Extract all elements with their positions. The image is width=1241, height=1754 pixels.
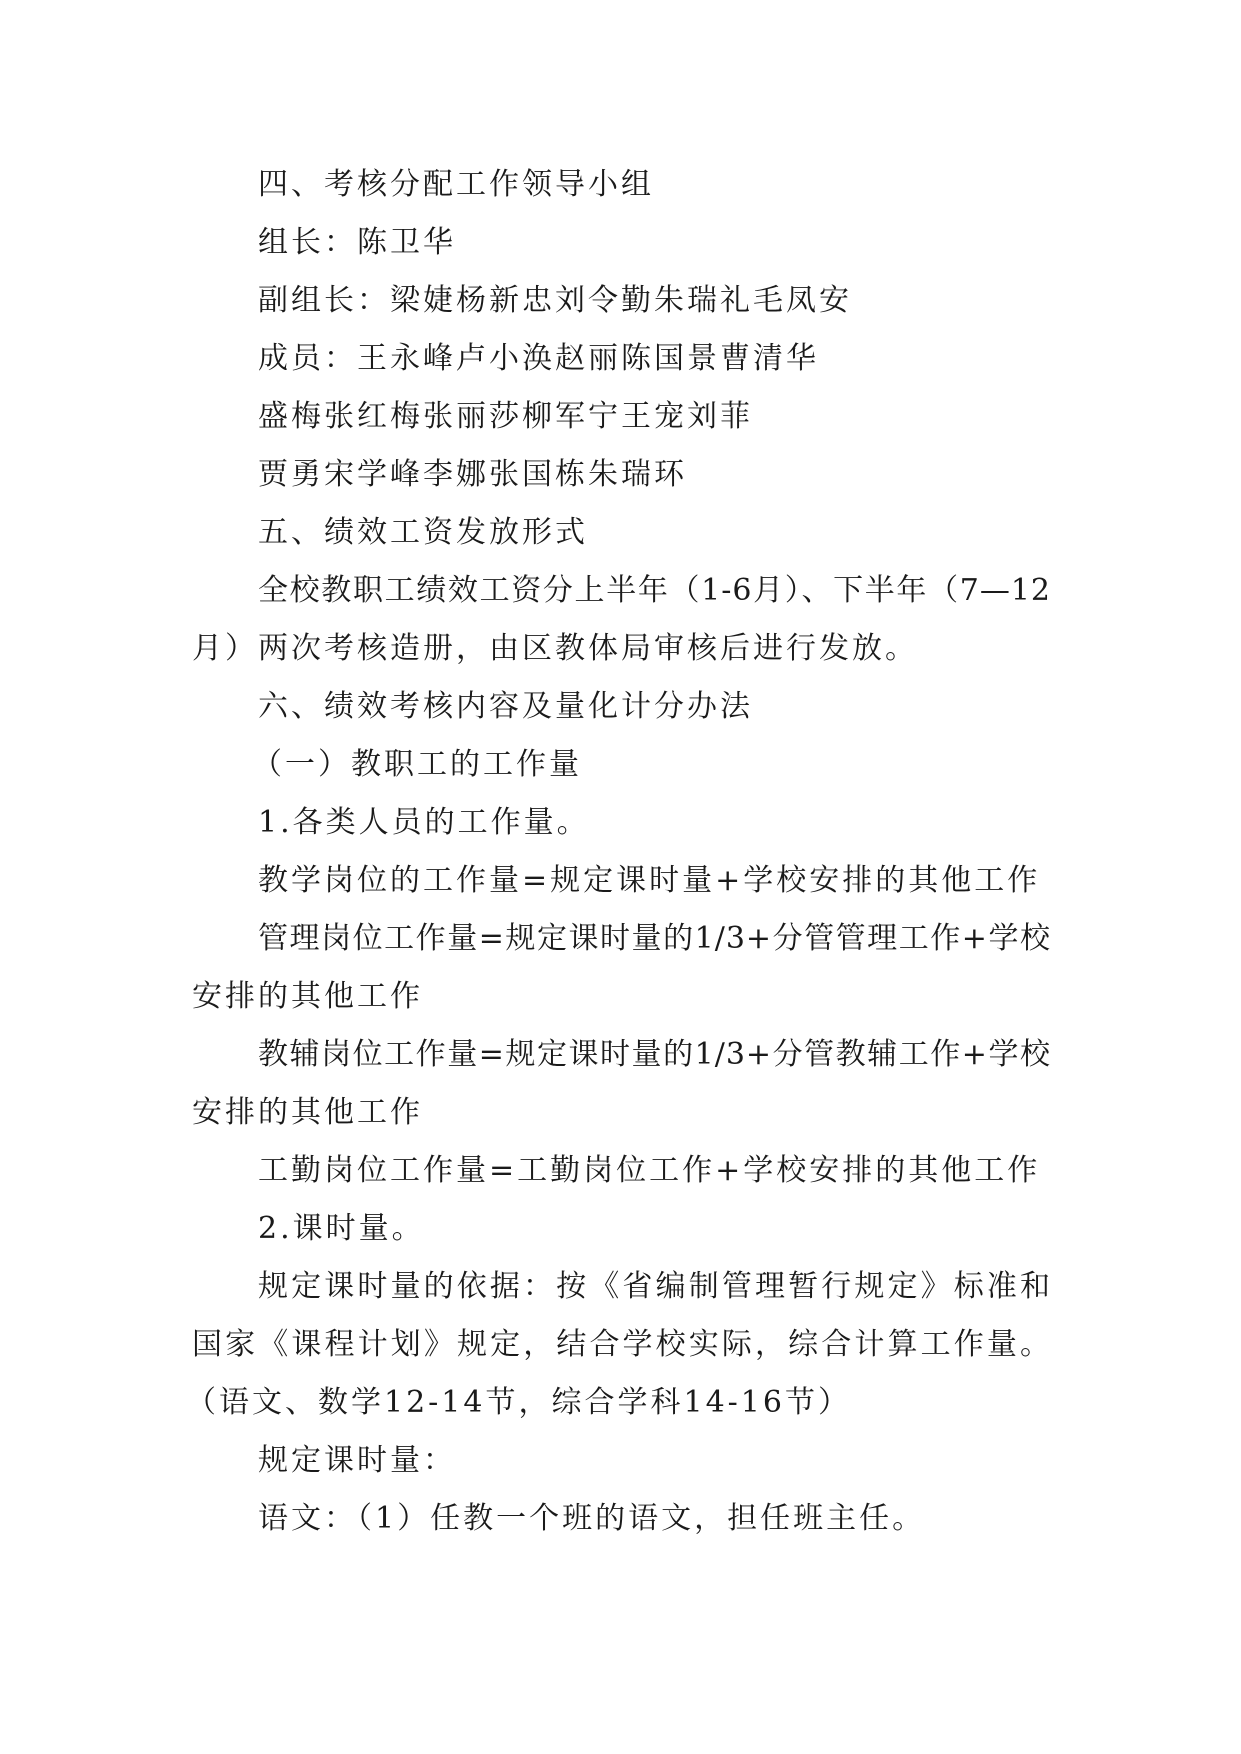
paragraph-line: 教学岗位的工作量=规定课时量+学校安排的其他工作 [258,863,1041,898]
section-heading-four: 四、考核分配工作领导小组 [258,167,654,202]
members-line-2: 盛梅张红梅张丽莎柳军宁王宠刘菲 [258,399,753,434]
paragraph-line: 规定课时量： [258,1443,456,1478]
members-line-3: 贾勇宋学峰李娜张国栋朱瑞环 [258,457,687,492]
item-heading: 1.各类人员的工作量。 [258,805,590,840]
section-heading-six: 六、绩效考核内容及量化计分办法 [258,689,753,724]
paragraph-line: 全校教职工绩效工资分上半年（1-6月）、下半年（7—12 [258,573,1051,608]
paragraph-line: （语文、数学12-14节，综合学科14-16节） [186,1385,851,1420]
paragraph-line: 月）两次考核造册，由区教体局审核后进行发放。 [192,631,918,666]
paragraph-line: 国家《课程计划》规定，结合学校实际，综合计算工作量。 [192,1327,1051,1362]
group-leader-line: 组长：陈卫华 [258,225,456,260]
paragraph-line: 语文：（1）任教一个班的语文，担任班主任。 [258,1501,926,1536]
paragraph-line: 管理岗位工作量=规定课时量的1/3+分管管理工作+学校 [258,921,1051,956]
subsection-heading: （一）教职工的工作量 [252,747,582,782]
paragraph-line: 教辅岗位工作量=规定课时量的1/3+分管教辅工作+学校 [258,1037,1051,1072]
paragraph-line: 规定课时量的依据：按《省编制管理暂行规定》标准和 [258,1269,1051,1304]
members-line-1: 成员：王永峰卢小涣赵丽陈国景曹清华 [258,341,819,376]
section-heading-five: 五、绩效工资发放形式 [258,515,588,550]
item-heading: 2.课时量。 [258,1211,425,1246]
paragraph-line: 工勤岗位工作量=工勤岗位工作+学校安排的其他工作 [258,1153,1041,1188]
deputy-leader-line: 副组长：梁婕杨新忠刘令勤朱瑞礼毛凤安 [258,283,852,318]
paragraph-line: 安排的其他工作 [192,979,423,1014]
paragraph-line: 安排的其他工作 [192,1095,423,1130]
